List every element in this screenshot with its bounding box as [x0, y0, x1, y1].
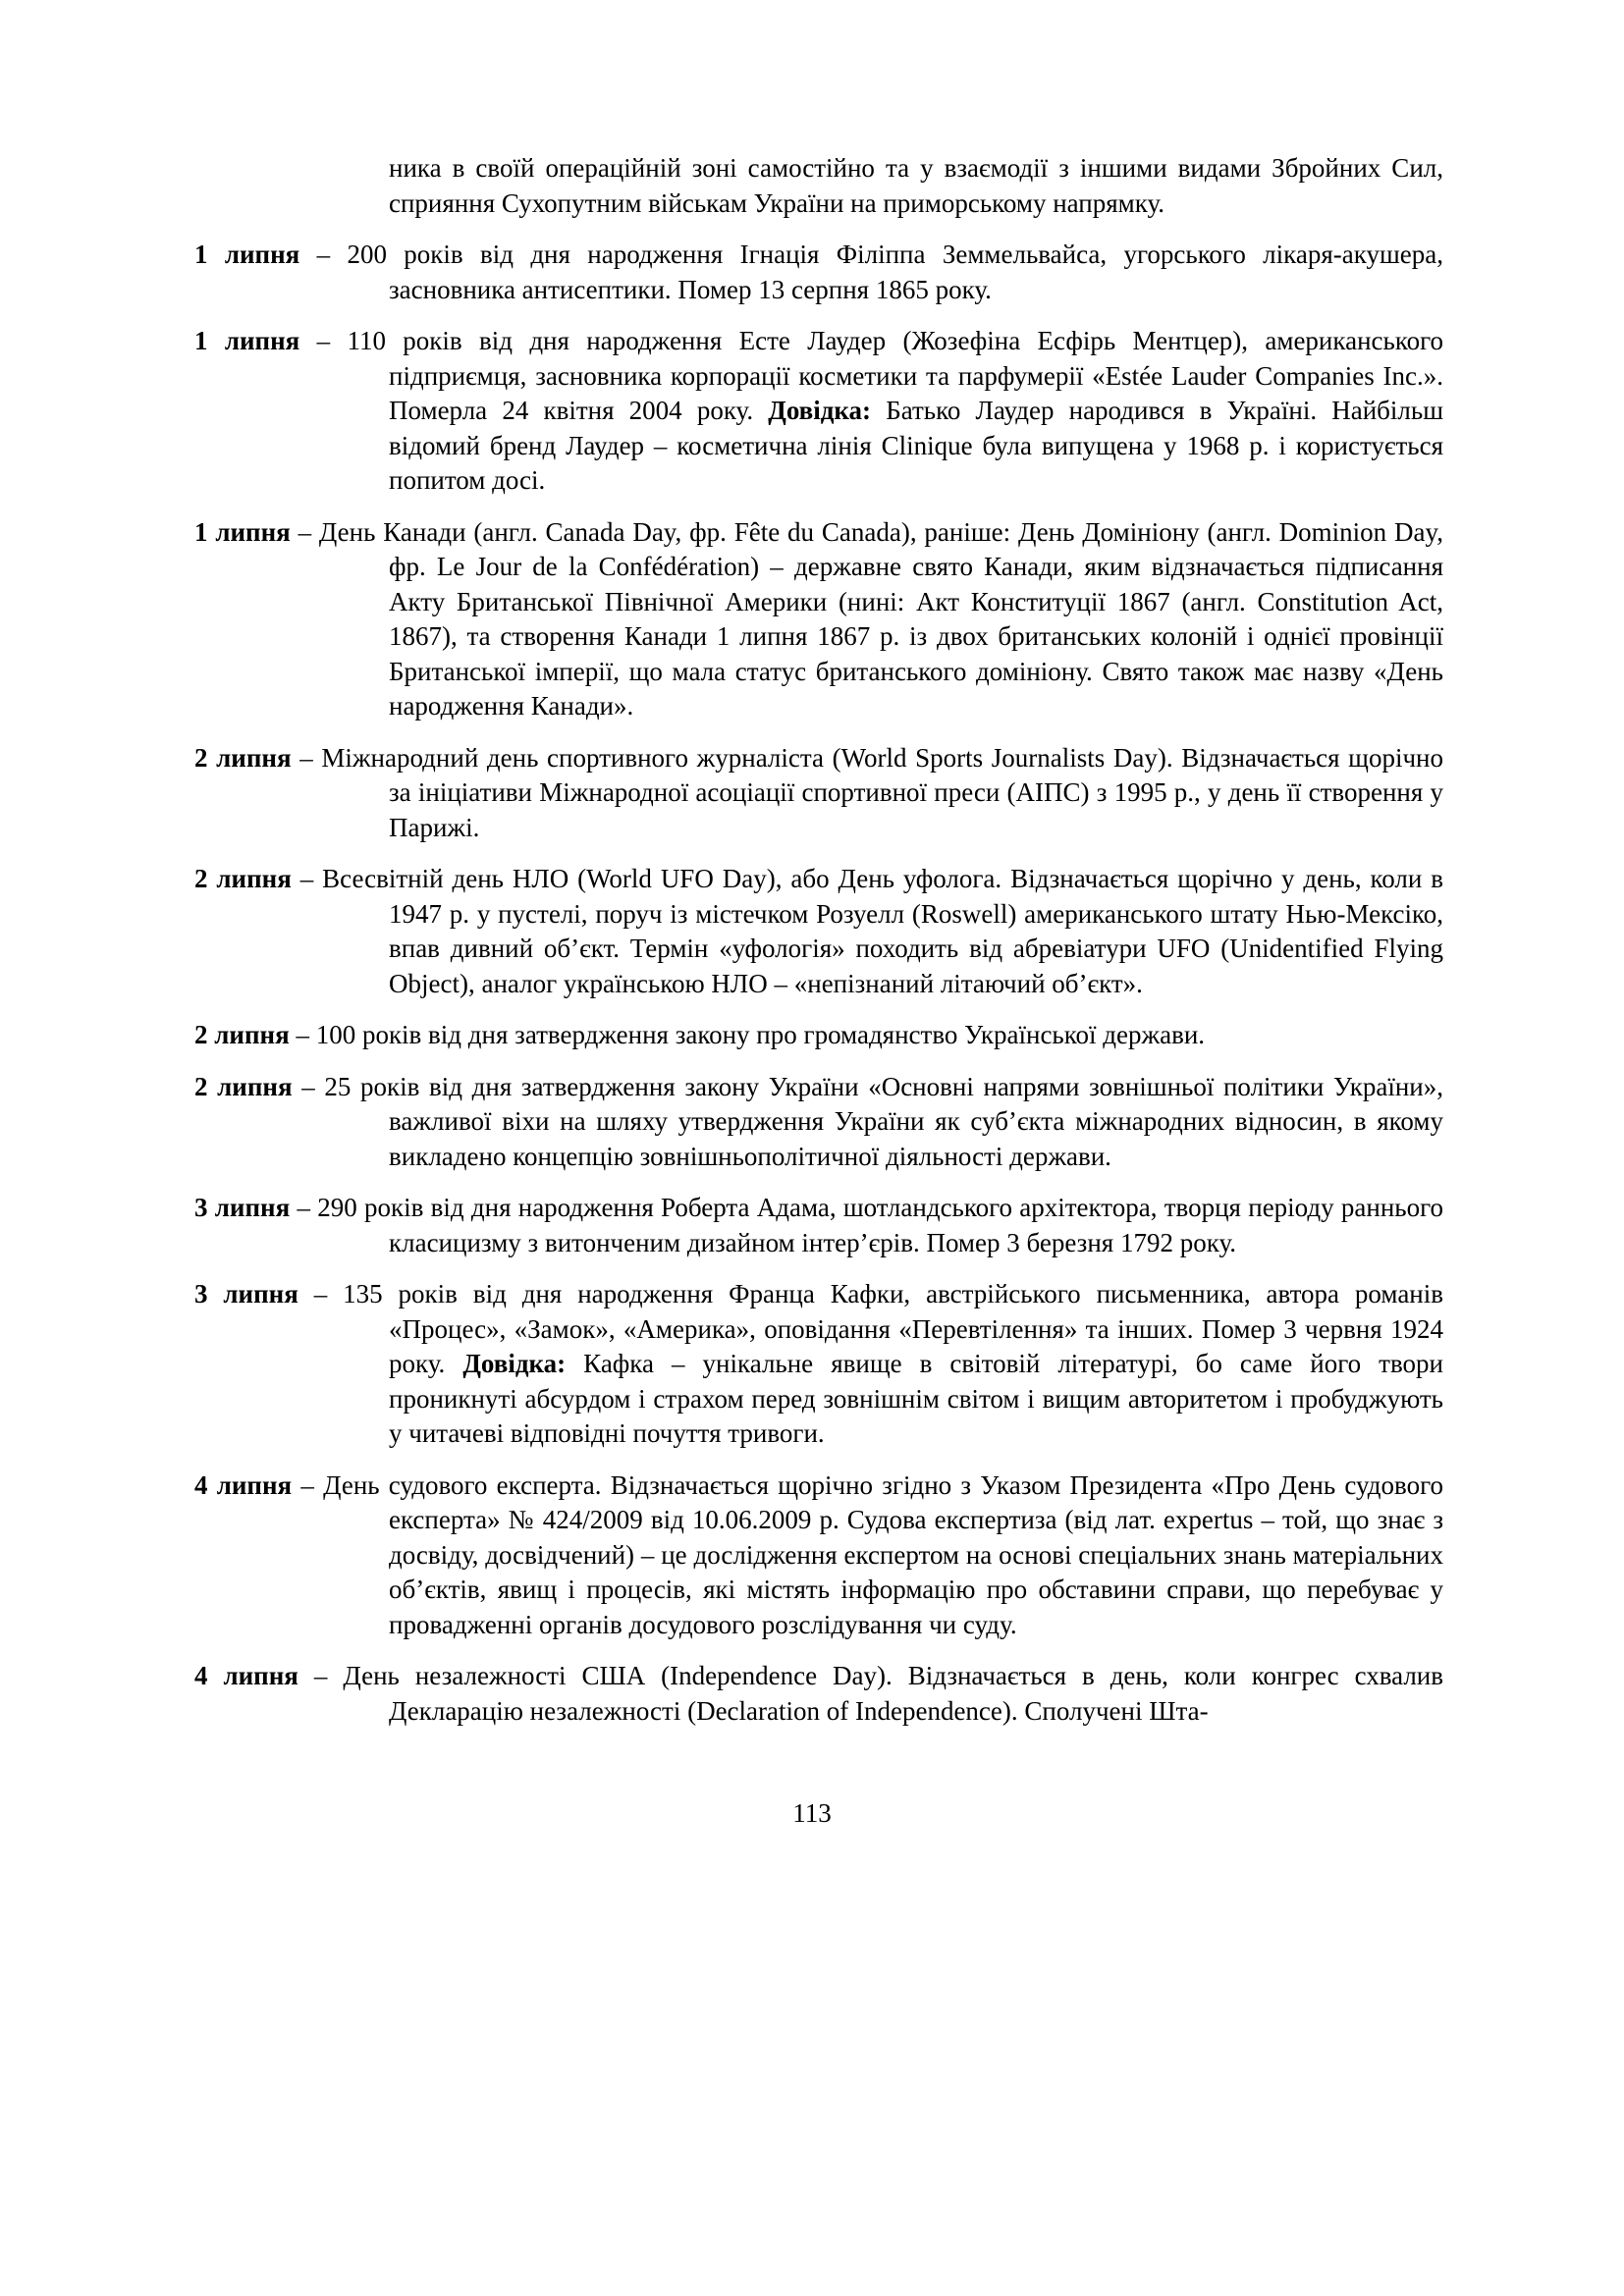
entry-text: – 200 років від дня народження Ігнація Філіппа Земмельвайса, угорського лікаря-акушера, засновника антисептики. Помер 13 серпня 1865 року.	[299, 240, 1443, 304]
note-label: Довідка:	[768, 396, 872, 425]
entry-date: 1 липня	[194, 516, 291, 547]
entry-note: Кафка – унікальне явище в світовій літературі, бо саме його твори проникнуті абсурдом і страхом перед зовнішнім світом і вищим авторитетом і пробуджують у читачеві відповідні почуття тривоги.	[389, 1349, 1443, 1448]
entry-date: 1 липня	[194, 240, 300, 269]
entry-text: – 110 років від дня народження Есте Лаудер (Жозефіна Есфірь Ментцер), американського підприємця, засновника корпорації косметики та парфумерії «Estée Lauder Companies Inc.». Померла 24 квітня 2004 року.	[299, 326, 1443, 425]
entry-text: – День незалежності США (Independence Day). Відзначається в день, коли конгрес схвалив Декларацію незалежності (Declaration of Independence). Сполучені Шта-	[298, 1661, 1443, 1726]
entry-text: – 290 років від дня народження Роберта Адама, шотландського архітектора, творця періоду раннього класицизму з витонченим дизайном інтер’єрів. Помер 3 березня 1792 року.	[290, 1193, 1443, 1257]
calendar-entry	[194, 1070, 1443, 1175]
calendar-entry	[194, 1277, 1443, 1452]
calendar-entry	[194, 1018, 1443, 1053]
calendar-entry	[194, 515, 1443, 724]
calendar-entry	[194, 862, 1443, 1001]
note-label: Довідка:	[462, 1349, 567, 1378]
entry-text: – День судового експерта. Відзначається щорічно згідно з Указом Президента «Про День судового експерта» № 424/2009 від 10.06.2009 р. Судова експертиза (від лат. expertus – той, що знає з досвіду, досвідчений) – це дослідження експертом на основі спеціальних знань матеріальних об’єктів, явищ і процесів, які містять інформацію про обставини справи, що перебуває у провадженні органів досудового розслідування чи суду.	[292, 1469, 1443, 1639]
entry-text: – День Канади (англ. Canada Day, фр. Fête du Canada), раніше: День Домініону (англ. Dominion Day, фр. Le Jour de la Confédération) – державне свято Канади, яким відзначається підписання Акту Британської Північної Америки (нині: Акт Конституції 1867 (англ. Constitution Act, 1867), та створення Канади 1 липня 1867 р. із двох британських колоній і однієї провінції Британської імперії, що мала статус британського домініону. Свято також має назву «День народження Канади».	[290, 516, 1443, 721]
entry-date: 2 липня	[194, 742, 292, 773]
entry-date: 2 липня	[194, 1071, 293, 1101]
page-content	[194, 151, 1443, 1745]
entry-date: 1 липня	[194, 326, 300, 355]
calendar-entry	[194, 1191, 1443, 1260]
page-number: 113	[792, 1798, 832, 1828]
calendar-entry	[194, 324, 1443, 499]
entry-note: Батько Лаудер народився в Україні. Найбільш відомий бренд Лаудер – косметична лінія Clinique була випущена у 1968 р. і користується попитом досі.	[389, 396, 1443, 495]
continuation-paragraph: ника в своїй операційній зоні самостійно та у взаємодії з іншими видами Збройних Сил, сприяння Сухопутним військам України на приморському напрямку.	[389, 153, 1443, 218]
calendar-entry	[194, 1659, 1443, 1729]
entry-date: 3 липня	[194, 1193, 291, 1222]
entry-text: – Міжнародний день спортивного журналіста (World Sports Journalists Day). Відзначається щорічно за ініціативи Міжнародної асоціації спортивної преси (АІПС) з 1995 р., у день її створення у Парижі.	[291, 742, 1443, 842]
entry-text: – Всесвітній день НЛО (World UFO Day), або День уфолога. Відзначається щорічно у день, коли в 1947 р. у пустелі, поруч із містечком Розуелл (Roswell) американського штату Нью-Мексіко, впав дивний об’єкт. Термін «уфологія» походить від абревіатури UFO (Unidentified Flying Object), аналог українською НЛО – «непізнаний літаючий об’єкт».	[291, 864, 1443, 998]
entry-date: 2 липня	[194, 1020, 290, 1049]
calendar-entry	[194, 238, 1443, 307]
entry-text: – 135 років від дня народження Франца Кафки, австрійського письменника, автора романів «Процес», «Замок», «Америка», оповідання «Перевтілення» та інших. Помер 3 червня 1924 року.	[298, 1279, 1444, 1378]
entry-text: – 25 років від дня затвердження закону України «Основні напрями зовнішньої політики України», важливої віхи на шляху утвердження України як суб’єкта міжнародних відносин, в якому викладено концепцію зовнішньополітичної діяльності держави.	[292, 1071, 1443, 1171]
calendar-entry	[194, 1468, 1443, 1643]
entry-text: – 100 років від дня затвердження закону про громадянство Української держави.	[289, 1020, 1206, 1049]
entry-date: 2 липня	[194, 864, 292, 893]
entry-date: 4 липня	[194, 1661, 298, 1690]
calendar-entry	[194, 741, 1443, 846]
entry-date: 4 липня	[194, 1469, 293, 1500]
entry-date: 3 липня	[194, 1279, 298, 1308]
